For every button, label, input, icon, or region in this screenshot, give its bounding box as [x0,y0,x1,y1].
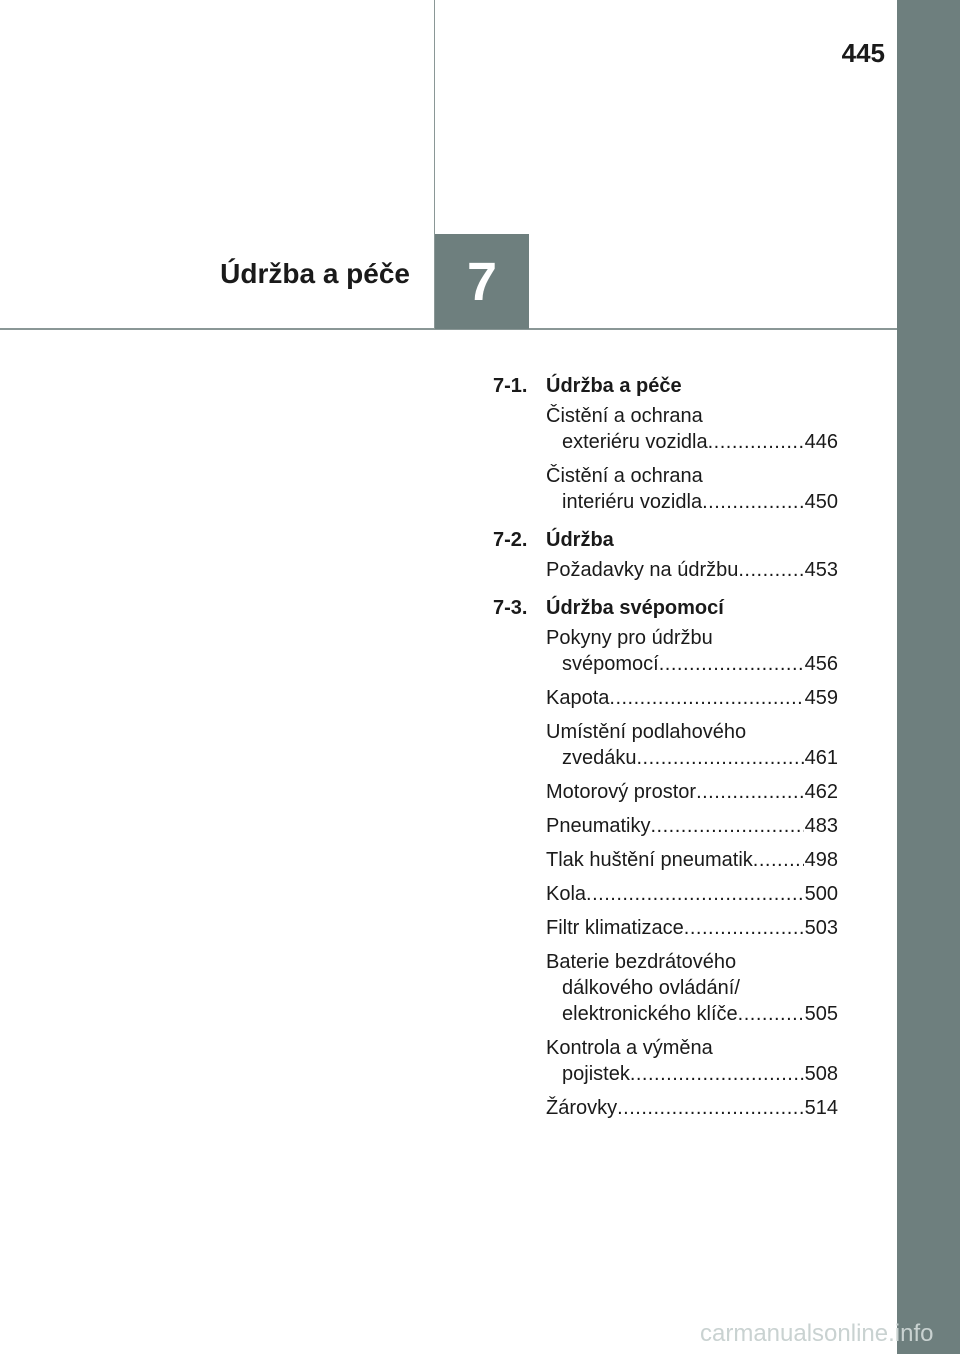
toc-entry-title: Tlak huštění pneumatik [546,849,753,871]
toc-section-number: 7-1. [493,374,528,397]
toc-section-title: Údržba svépomocí [546,596,724,619]
toc-entry[interactable] [546,685,838,711]
toc-entry-title: Motorový prostor [546,781,697,803]
toc-entry-title: Kola [546,883,587,905]
toc-entry-title: Kapota [546,687,610,709]
toc-entry-page: 459 [804,687,838,709]
toc-entry-line: Čistění a ochrana [546,465,703,487]
watermark: carmanualsonline.info [700,1320,934,1347]
toc-entry[interactable] [546,915,838,941]
page-number: 445 [841,38,885,68]
toc-entry-title: Pneumatiky [546,815,651,837]
toc-entry[interactable] [546,463,838,515]
toc-entry-lastline [546,813,838,839]
toc-entry-page: 450 [804,491,838,513]
toc-entry-page: 462 [804,781,838,803]
toc-entry-line: Čistění a ochrana [546,405,703,427]
toc-entry-page: 505 [804,1003,838,1025]
toc-entry-line: Baterie bezdrátového [546,951,737,973]
toc-entry-page: 500 [804,883,838,905]
toc-entry-lastline [546,489,838,515]
toc-entry-line: Pokyny pro údržbu [546,627,713,649]
chapter-title: Údržba a péče [220,258,410,289]
toc-section [493,527,838,583]
toc-entry-title: Filtr klimatizace [546,917,684,939]
toc-entry-page: 446 [804,431,838,453]
toc-entry-lastline [546,651,838,677]
toc-entry-lastline [546,745,838,771]
toc-entry-lastline [546,429,838,455]
toc-leader-dots [708,429,804,455]
toc-leader-dots [586,881,804,907]
toc-entry-title: zvedáku [562,747,637,769]
toc-leader-dots [637,745,804,771]
toc-entry[interactable] [546,1035,838,1087]
toc-entry[interactable] [546,1095,838,1121]
toc-section-title: Údržba [546,528,614,551]
toc-entry-lastline [546,557,838,583]
toc-entry-lastline [546,1001,838,1027]
toc-entry-page: 461 [804,747,838,769]
toc-entry-page: 483 [804,815,838,837]
toc-leader-dots [659,651,804,677]
toc-section-title: Údržba a péče [546,374,682,397]
toc-entry[interactable] [546,847,838,873]
toc-entry-lastline [546,915,838,941]
toc-entry-lastline [546,779,838,805]
toc-section-number: 7-3. [493,596,528,619]
toc-section [493,595,838,1121]
toc-entry[interactable] [546,881,838,907]
toc-entry-line: dálkového ovládání/ [562,977,740,999]
toc-entry-lastline [546,1095,838,1121]
toc-section-heading[interactable] [493,595,838,621]
toc-leader-dots [702,489,804,515]
toc-entry-title: Žárovky [546,1097,618,1119]
toc-leader-dots [753,847,804,873]
toc-entry-title: pojistek [562,1063,630,1085]
toc-section-heading[interactable] [493,373,838,399]
chapter-number-box: 7 [435,234,529,329]
toc-entry[interactable] [546,813,838,839]
chapter-side-tab [897,0,960,1354]
toc-entry-lastline [546,1061,838,1087]
table-of-contents [493,373,838,1133]
toc-entry-page: 453 [804,559,838,581]
toc-entry-page: 503 [804,917,838,939]
toc-section-number: 7-2. [493,528,528,551]
toc-leader-dots [738,557,803,583]
toc-entry-page: 508 [804,1063,838,1085]
toc-leader-dots [609,685,803,711]
toc-entry[interactable] [546,949,838,1027]
toc-entry-page: 498 [804,849,838,871]
toc-entry-title: svépomocí [562,653,659,675]
toc-entry-title: interiéru vozidla [562,491,703,513]
toc-entry[interactable] [546,557,838,583]
toc-section [493,373,838,515]
toc-entry-title: Požadavky na údržbu [546,559,739,581]
toc-leader-dots [684,915,804,941]
toc-entry[interactable] [546,625,838,677]
toc-leader-dots [738,1001,804,1027]
toc-entry[interactable] [546,779,838,805]
toc-entry-lastline [546,881,838,907]
toc-leader-dots [630,1061,804,1087]
toc-leader-dots [696,779,804,805]
toc-entry-page: 456 [804,653,838,675]
toc-entry-line: Kontrola a výměna [546,1037,713,1059]
toc-leader-dots [617,1095,804,1121]
toc-entry[interactable] [546,403,838,455]
toc-entry-page: 514 [804,1097,838,1119]
toc-entry-title: elektronického klíče [562,1003,738,1025]
toc-section-heading[interactable] [493,527,838,553]
toc-entry-lastline [546,685,838,711]
toc-entry-title: exteriéru vozidla [562,431,708,453]
toc-entry[interactable] [546,719,838,771]
toc-entry-line: Umístění podlahového [546,721,747,743]
toc-leader-dots [651,813,804,839]
toc-entry-lastline [546,847,838,873]
